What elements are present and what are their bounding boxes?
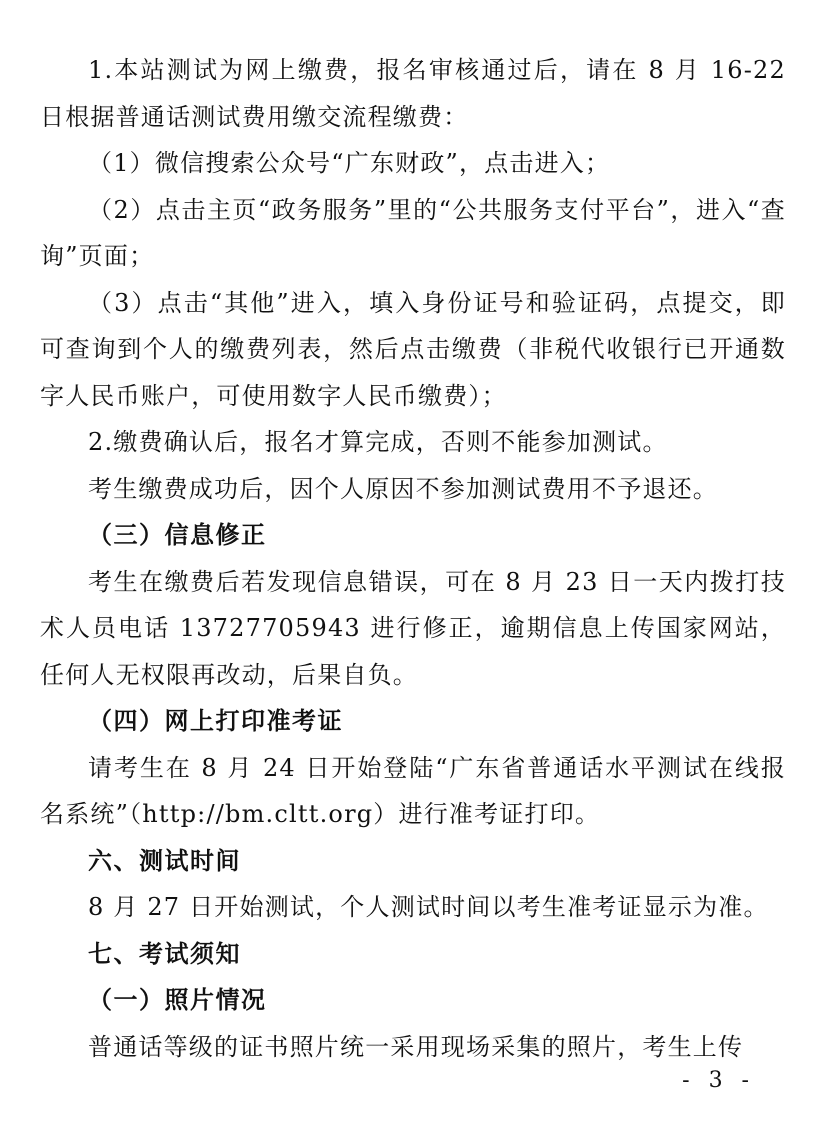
section-heading-exam-notice: 七、考试须知	[88, 939, 241, 968]
paragraph-test-time: 8 月 27 日开始测试，个人测试时间以考生准考证显示为准。	[88, 893, 769, 921]
section-heading-info-correction: （三）信息修正	[88, 521, 267, 549]
section-heading-test-time: 六、测试时间	[88, 846, 241, 875]
paragraph-step-3: （3）点击“其他”进入，填入身份证号和验证码，点提交，即可查询到个人的缴费列表，然后点击缴费（非税代收银行已开通数字人民币账户，可使用数字人民币缴费）；	[40, 288, 786, 410]
paragraph-payment-online: 1.本站测试为网上缴费，报名审核通过后，请在 8 月 16-22 日根据普通话测试费用缴交流程缴费：	[40, 56, 795, 131]
subsection-heading-photo: （一）照片情况	[88, 986, 267, 1014]
paragraph-step-2: （2）点击主页“政务服务”里的“公共服务支付平台”，进入“查询”页面；	[40, 195, 786, 270]
paragraph-photo: 普通话等级的证书照片统一采用现场采集的照片，考生上传	[88, 1032, 744, 1061]
paragraph-print-admission: 请考生在 8 月 24 日开始登陆“广东省普通话水平测试在线报名系统”（http://bm.cltt.org）进行准考证打印。	[40, 753, 786, 828]
page-number: - 3 -	[682, 1068, 755, 1093]
paragraph-payment-confirm: 2.缴费确认后，报名才算完成，否则不能参加测试。	[88, 428, 668, 456]
document-page	[40, 47, 795, 1070]
paragraph-step-1: （1）微信搜索公众号“广东财政”，点击进入；	[88, 149, 611, 177]
paragraph-no-refund: 考生缴费成功后，因个人原因不参加测试费用不予退还。	[88, 474, 718, 503]
section-heading-print-admission: （四）网上打印准考证	[88, 707, 343, 735]
paragraph-info-correction: 考生在缴费后若发现信息错误，可在 8 月 23 日一天内拨打技术人员电话 13727705943 进行修正，逾期信息上传国家网站，任何人无权限再改动，后果自负。	[40, 567, 786, 689]
